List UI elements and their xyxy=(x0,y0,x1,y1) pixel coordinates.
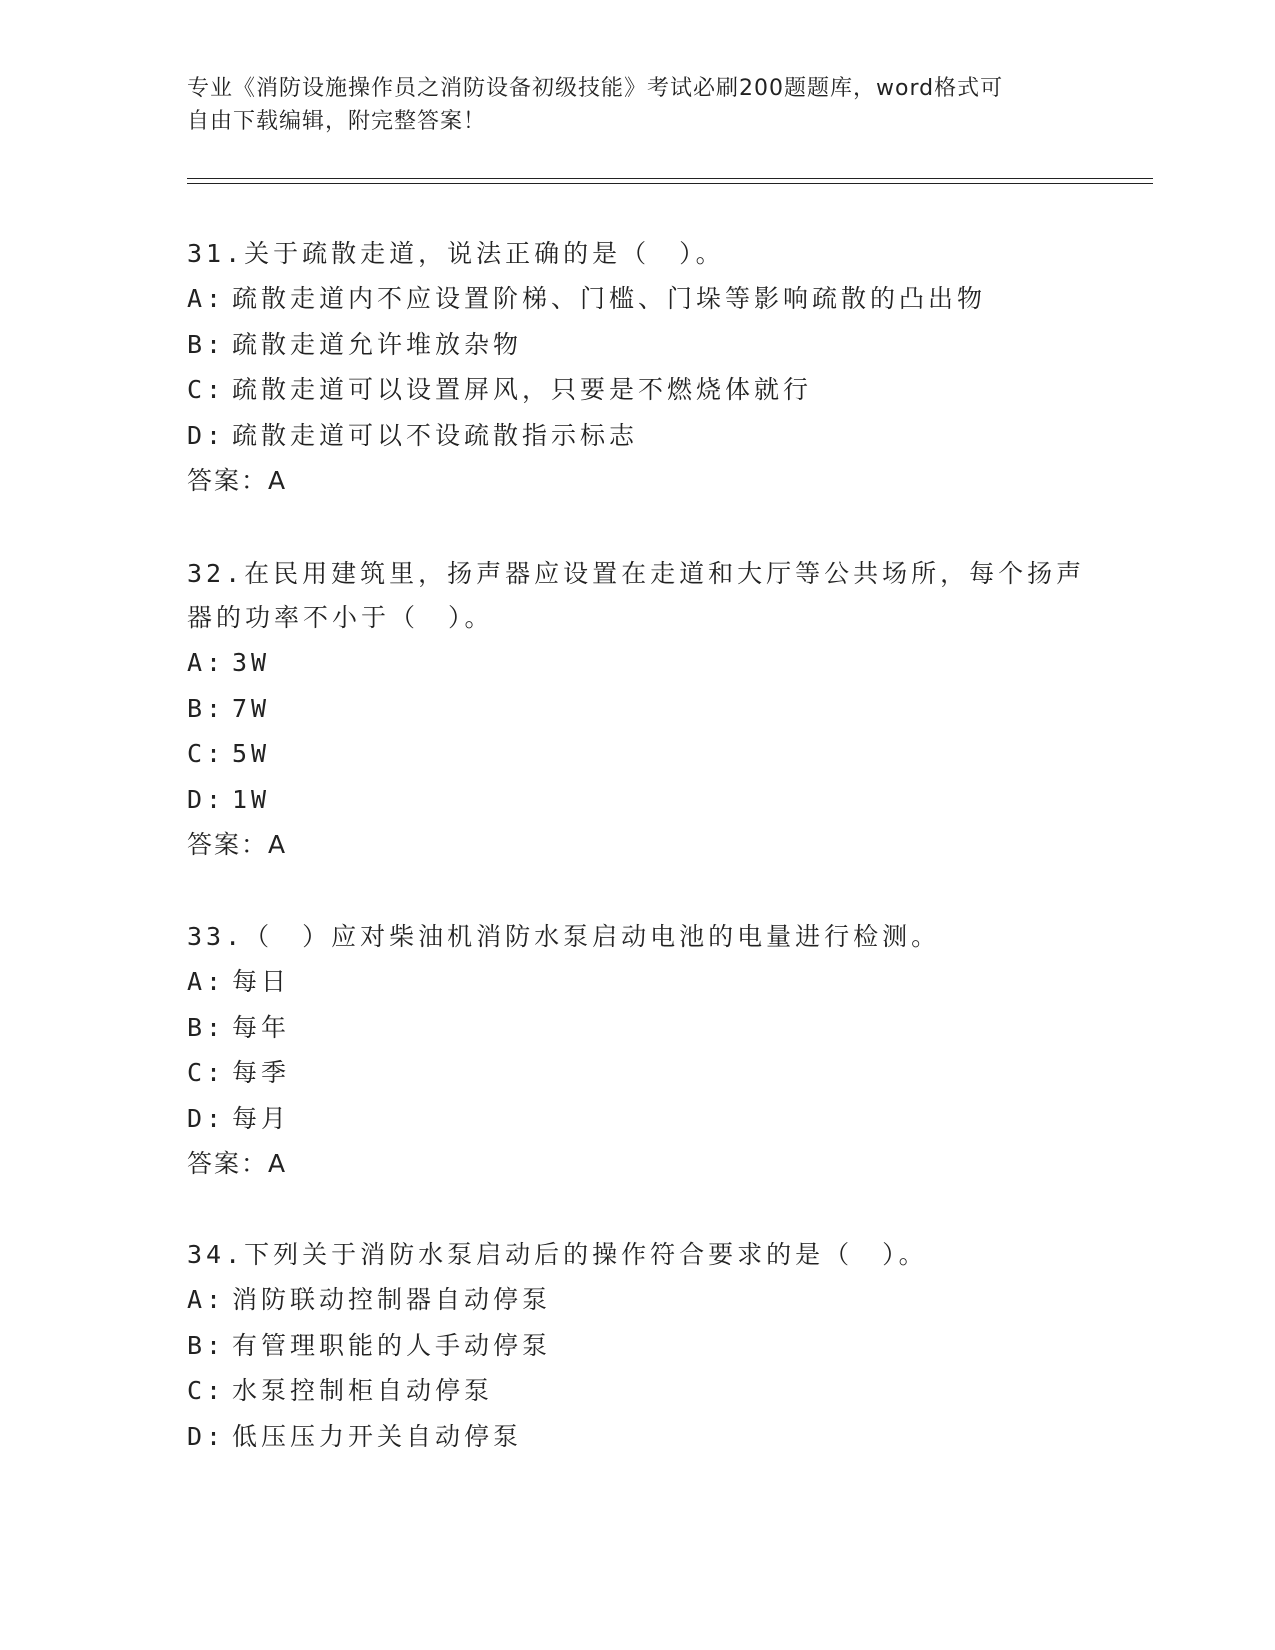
question-stem: 34.下列关于消防水泵启动后的操作符合要求的是（ ）。 xyxy=(187,1240,928,1269)
option-b xyxy=(187,322,1087,368)
option-key: D: xyxy=(187,784,226,814)
header-divider-top xyxy=(187,178,1153,179)
option-key: B: xyxy=(187,329,226,359)
option-key: B: xyxy=(187,1012,226,1042)
option-key: D: xyxy=(187,1103,226,1133)
option-d xyxy=(187,777,1087,823)
option-text: 每日 xyxy=(232,967,291,996)
option-key: D: xyxy=(187,1421,226,1451)
option-key: A: xyxy=(187,284,226,313)
answer-line: 答案：A xyxy=(187,1149,288,1178)
option-key: B: xyxy=(187,1330,226,1360)
header-divider-bottom xyxy=(187,183,1153,184)
option-c xyxy=(187,1368,1087,1414)
option-key: A: xyxy=(187,967,226,996)
option-text: 水泵控制柜自动停泵 xyxy=(232,1376,494,1405)
option-d xyxy=(187,1414,1087,1460)
option-text: 每年 xyxy=(232,1012,291,1042)
answer-line: 答案：A xyxy=(187,830,288,859)
header-line-2: 自由下载编辑，附完整答案！ xyxy=(187,109,487,134)
question-32 xyxy=(187,552,1087,867)
option-b xyxy=(187,1005,1087,1051)
option-a xyxy=(187,1277,1087,1323)
option-text: 有管理职能的人手动停泵 xyxy=(232,1330,552,1360)
option-key: D: xyxy=(187,420,226,450)
option-text: 疏散走道可以设置屏风，只要是不燃烧体就行 xyxy=(232,375,813,404)
option-key: C: xyxy=(187,1376,226,1405)
option-c xyxy=(187,731,1087,777)
option-text: 5W xyxy=(232,739,271,768)
option-text: 消防联动控制器自动停泵 xyxy=(232,1285,552,1314)
option-key: C: xyxy=(187,375,226,404)
option-key: A: xyxy=(187,1285,226,1314)
option-text: 3W xyxy=(232,648,271,677)
option-text: 1W xyxy=(232,784,271,814)
option-a xyxy=(187,959,1087,1005)
option-c xyxy=(187,1050,1087,1096)
option-text: 每季 xyxy=(232,1058,291,1087)
document-header xyxy=(187,72,1067,138)
option-a xyxy=(187,640,1087,686)
question-stem: 33.（ ）应对柴油机消防水泵启动电池的电量进行检测。 xyxy=(187,922,941,951)
option-d xyxy=(187,413,1087,459)
question-stem: 31.关于疏散走道，说法正确的是（ ）。 xyxy=(187,239,725,268)
option-a xyxy=(187,276,1087,322)
question-33 xyxy=(187,915,1087,1186)
option-key: B: xyxy=(187,693,226,723)
option-key: C: xyxy=(187,739,226,768)
option-b xyxy=(187,1323,1087,1369)
option-key: A: xyxy=(187,648,226,677)
option-text: 每月 xyxy=(232,1103,291,1133)
option-b xyxy=(187,686,1087,732)
option-text: 疏散走道内不应设置阶梯、门槛、门垛等影响疏散的凸出物 xyxy=(232,284,987,313)
option-c xyxy=(187,367,1087,413)
question-34 xyxy=(187,1233,1087,1459)
option-text: 7W xyxy=(232,693,271,723)
option-key: C: xyxy=(187,1058,226,1087)
question-31 xyxy=(187,232,1087,503)
option-d xyxy=(187,1096,1087,1142)
answer-line: 答案：A xyxy=(187,466,288,495)
question-stem: 32.在民用建筑里，扬声器应设置在走道和大厅等公共场所，每个扬声器的功率不小于（ ）。 xyxy=(187,559,1086,632)
header-line-1: 专业《消防设施操作员之消防设备初级技能》考试必刷200题题库，word格式可 xyxy=(187,76,1004,101)
option-text: 疏散走道可以不设疏散指示标志 xyxy=(232,420,639,450)
option-text: 疏散走道允许堆放杂物 xyxy=(232,329,523,359)
option-text: 低压压力开关自动停泵 xyxy=(232,1421,523,1451)
